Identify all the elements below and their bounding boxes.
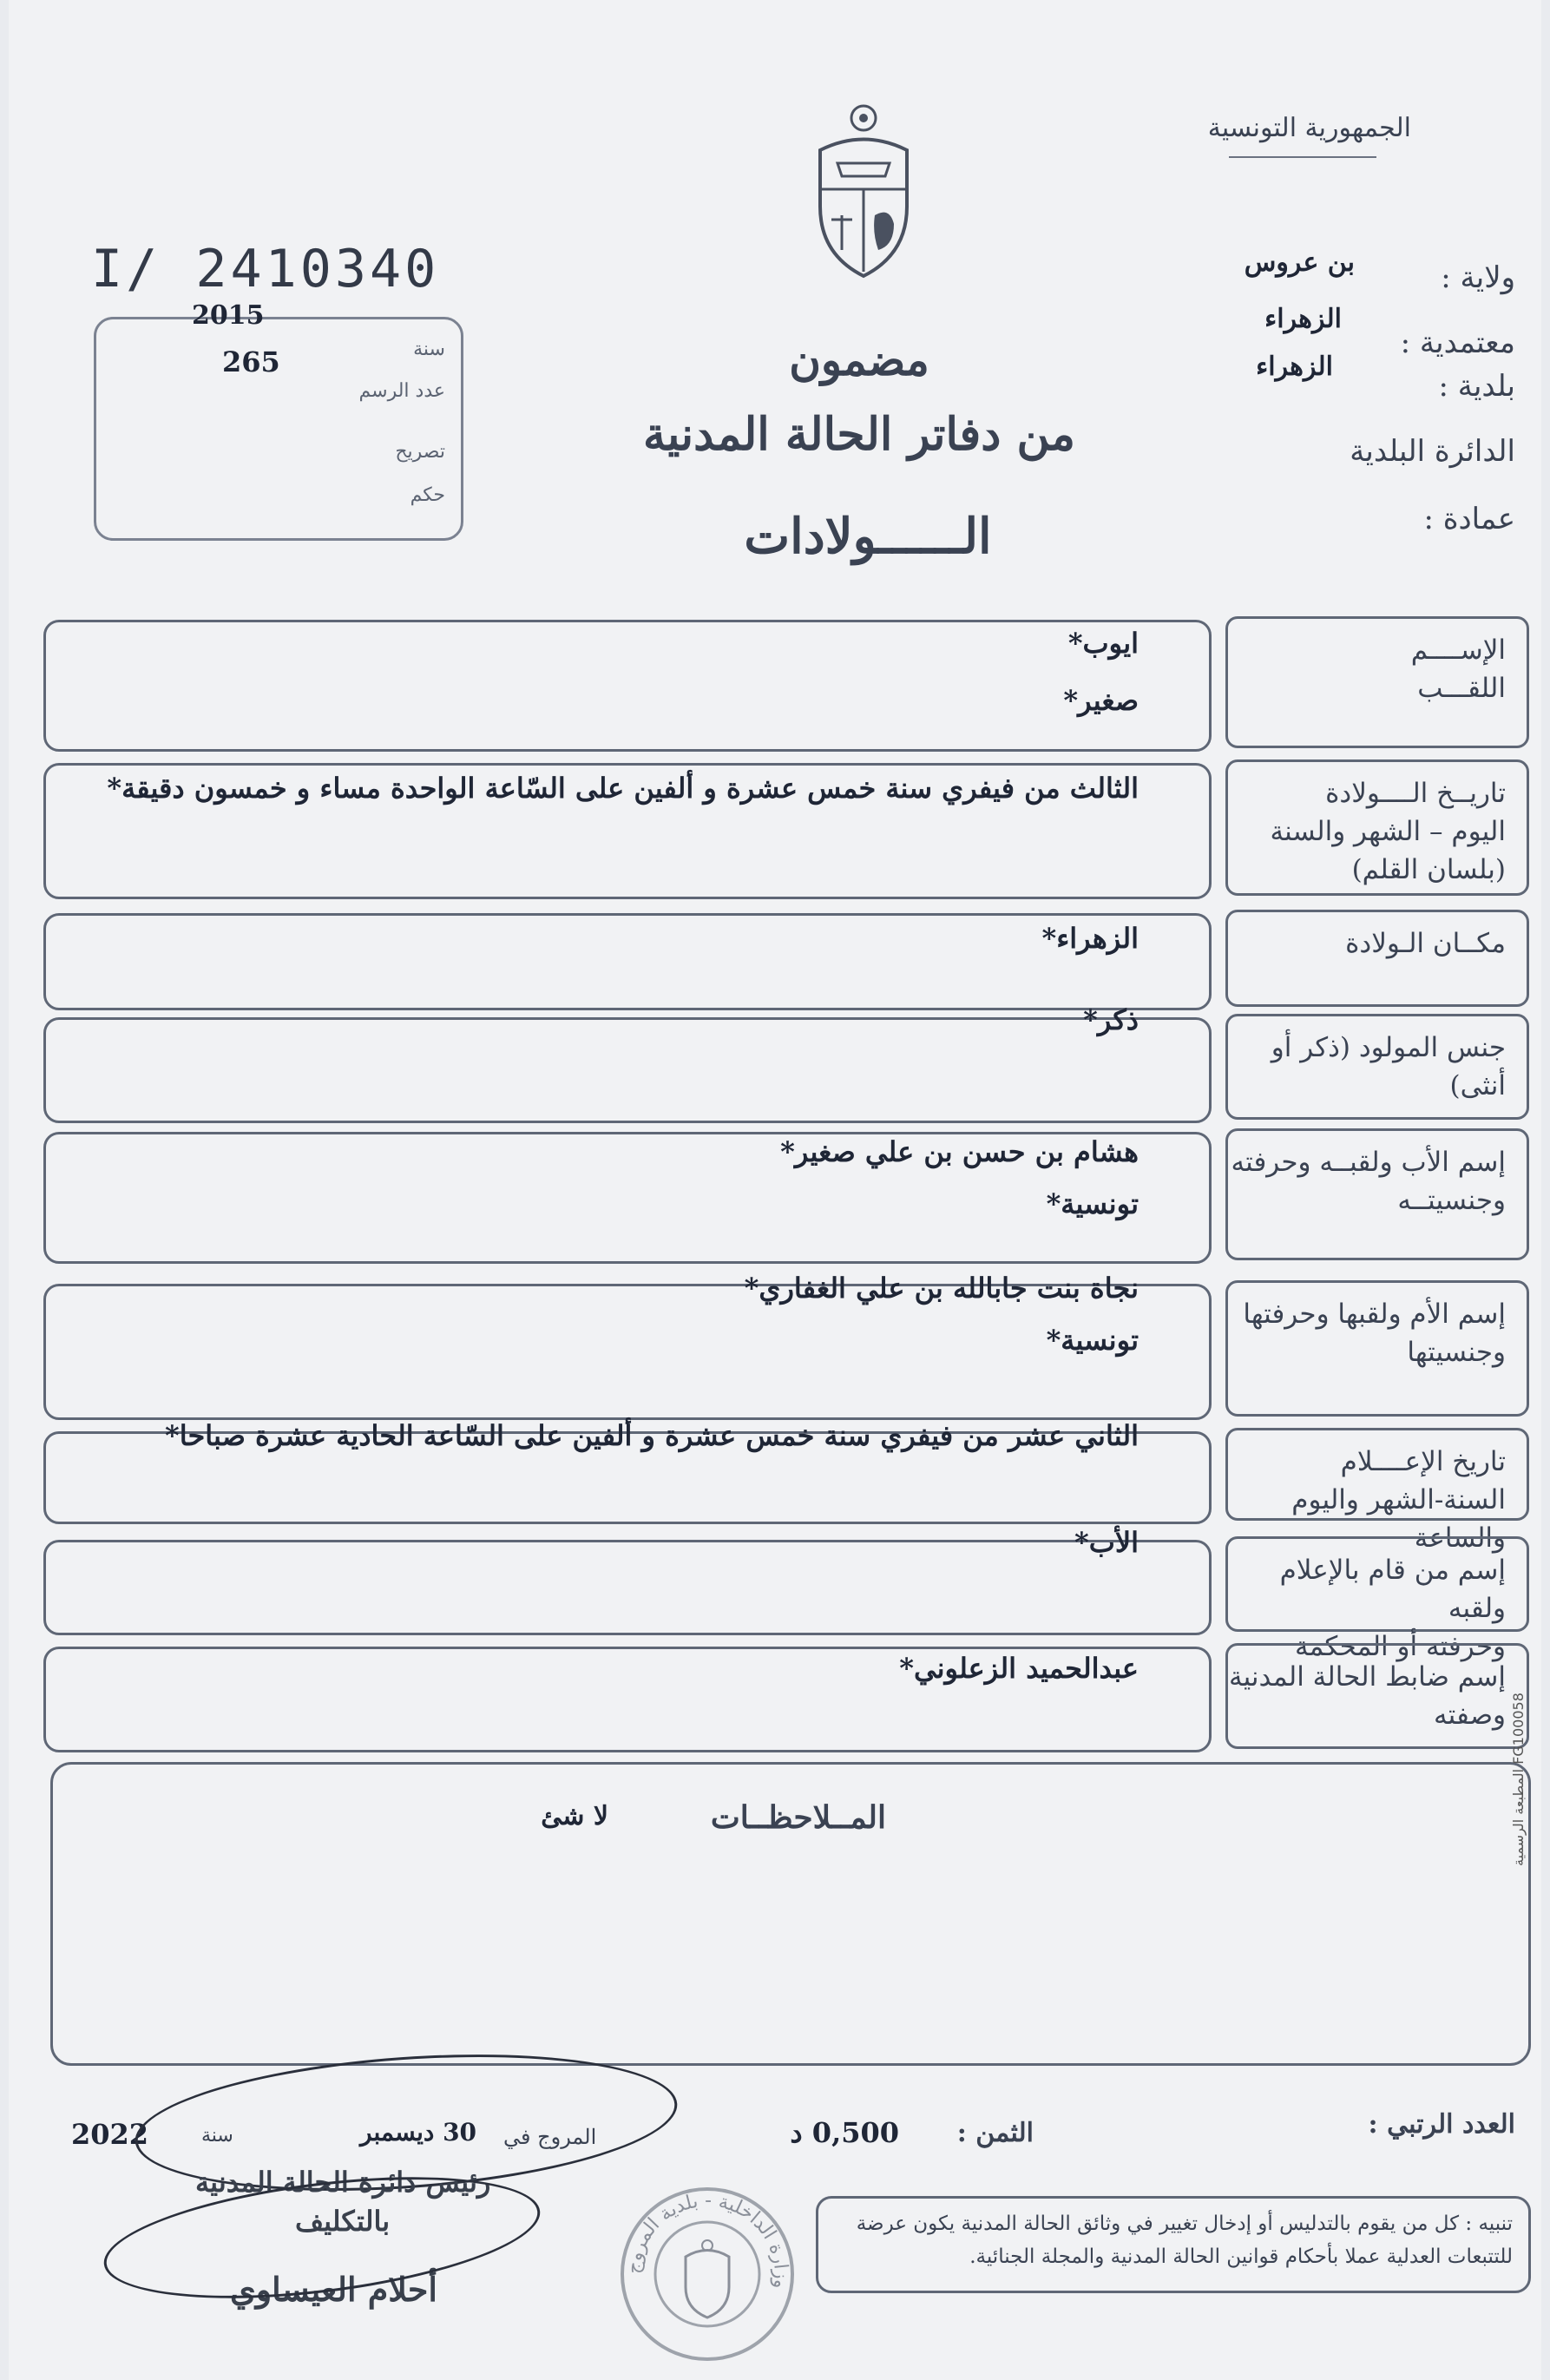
field-label-box: [1225, 616, 1529, 748]
motamadia-label: معتمدية :: [1400, 325, 1515, 360]
price-label: الثمن :: [956, 2118, 1034, 2148]
field-label: مكــان الـولادة: [1345, 928, 1506, 959]
birth-certificate-document: [9, 0, 1541, 2380]
signatory-title: رئيس دائرة الحالة المدنية: [195, 2166, 491, 2199]
field-value: هشام بن حسن بن علي صغير*: [780, 1135, 1139, 1168]
field-value: عبدالحميد الزعلوني*: [899, 1652, 1139, 1685]
official-stamp: [616, 2183, 798, 2365]
field-value: نجاة بنت جابالله بن علي الغفاري*: [744, 1272, 1139, 1305]
field-label: تاريــخ الــــولادة: [1325, 778, 1506, 809]
field-value: صغير*: [1063, 684, 1139, 717]
wilaya-label: ولاية :: [1441, 260, 1515, 295]
signatory-delegation: بالتكليف: [295, 2205, 391, 2238]
field-label: تاريخ الإعــــلام: [1340, 1446, 1506, 1477]
field-value: الثاني عشر من فيفري سنة خمس عشرة و ألفين على السّاعة الحادية عشرة صباحا*: [165, 1419, 1139, 1452]
document-title-births: الــــــولادات: [744, 508, 992, 565]
year-label: سنة: [201, 2125, 233, 2147]
warning-line-1: تنبيه : كل من يقوم بالتدليس أو إدخال تغيير في وثائق الحالة المدنية يكون عرضة: [856, 2212, 1513, 2235]
document-title-registers: من دفاتر الحالة المدنية: [643, 408, 1075, 461]
field-label-box: [1225, 1280, 1529, 1417]
field-value: ذكر*: [1083, 1003, 1139, 1036]
field-label-box: [1225, 759, 1529, 896]
field-label: اليوم – الشهر والسنة: [1270, 816, 1506, 847]
field-label-box: [1225, 910, 1529, 1007]
remarks-value: لا شئ: [541, 1801, 608, 1831]
warning-box: [816, 2196, 1531, 2293]
dated-label: المروج في: [503, 2125, 597, 2149]
printer-code: المطبعة الرسمية FG100058: [1510, 1693, 1527, 1866]
header-divider: [1229, 156, 1376, 158]
motamadia-value: الزهراء: [1264, 304, 1342, 334]
field-value-box: [43, 1540, 1212, 1635]
register-year-label: سنة: [413, 339, 445, 360]
field-value: تونسية*: [1046, 1187, 1139, 1220]
field-label: إسم الأب ولقبــه وحرفته: [1231, 1147, 1506, 1178]
field-label: إسم ضابط الحالة المدنية: [1228, 1661, 1506, 1693]
field-label: جنس المولود (ذكر أو أنثى): [1271, 1032, 1506, 1101]
field-value-box: [43, 1017, 1212, 1123]
republic-name: الجمهورية التونسية: [1207, 113, 1411, 143]
field-label-box: [1225, 1428, 1529, 1554]
register-box: [94, 300, 463, 541]
sequence-number-label: العدد الرتبي :: [1368, 2109, 1515, 2140]
field-value: الزهراء*: [1041, 922, 1139, 955]
field-label-box: [1225, 1014, 1529, 1120]
field-label-box: [1225, 1643, 1529, 1749]
field-label: إسم الأم ولقبها وحرفتها: [1243, 1298, 1506, 1330]
field-label: وجنسيتــه: [1397, 1185, 1506, 1216]
field-label: الإســــم: [1410, 634, 1506, 666]
field-value-box: [43, 913, 1212, 1010]
baladia-value: الزهراء: [1256, 352, 1333, 382]
field-label: إسم من قام بالإعلام ولقبه: [1279, 1555, 1506, 1624]
register-year-value: 2015: [192, 300, 265, 331]
imada-label: عمادة :: [1423, 502, 1515, 536]
field-label-box: [1225, 1536, 1529, 1662]
field-label: اللقـــب: [1417, 673, 1506, 704]
warning-line-2: للتتبعات العدلية عملا بأحكام قوانين الحالة المدنية والمجلة الجنائية.: [969, 2245, 1513, 2268]
field-label: وحرفته أو المحكمة: [1295, 1631, 1506, 1662]
field-value: الثالث من فيفري سنة خمس عشرة و ألفين على السّاعة الواحدة مساء و خمسون دقيقة*: [107, 772, 1139, 805]
signatory-name: أحلام العيساوي: [230, 2270, 437, 2309]
remarks-box: [50, 1762, 1531, 2066]
field-value: تونسية*: [1046, 1324, 1139, 1357]
field-label: وصفته: [1434, 1700, 1506, 1731]
wilaya-value: بن عروس: [1244, 247, 1355, 278]
act-number-label: عدد الرسم: [358, 380, 445, 402]
field-label-box: [1225, 1128, 1529, 1260]
document-title-extract: مضمون: [789, 334, 929, 385]
act-number-value: 265: [222, 345, 280, 378]
daira-label: الدائرة البلدية: [1350, 434, 1515, 469]
field-value-box: [43, 620, 1212, 752]
baladia-label: بلدية :: [1438, 369, 1515, 404]
field-label: السنة-الشهر واليوم والساعة: [1291, 1484, 1506, 1554]
serial-number: I/ 2410340: [91, 239, 440, 299]
stamp-text: وزارة الداخلية - بلدية المروج: [622, 2189, 792, 2291]
dated-value: 30 ديسمبر: [360, 2118, 477, 2147]
field-value: الأب*: [1074, 1526, 1139, 1559]
remarks-label: المــلاحظــات: [710, 1799, 886, 1836]
coat-of-arms-icon: [807, 102, 920, 285]
field-label: وجنسيتها: [1407, 1337, 1506, 1368]
field-label: (بلسان القلم): [1351, 854, 1506, 885]
year-value: 2022: [71, 2118, 149, 2151]
declaration-label: تصريح: [395, 441, 445, 463]
judgment-label: حكم: [410, 484, 445, 506]
price-value: 0,500 د: [790, 2116, 899, 2149]
warning-text: [818, 2199, 1528, 2273]
field-value: ايوب*: [1067, 627, 1139, 660]
